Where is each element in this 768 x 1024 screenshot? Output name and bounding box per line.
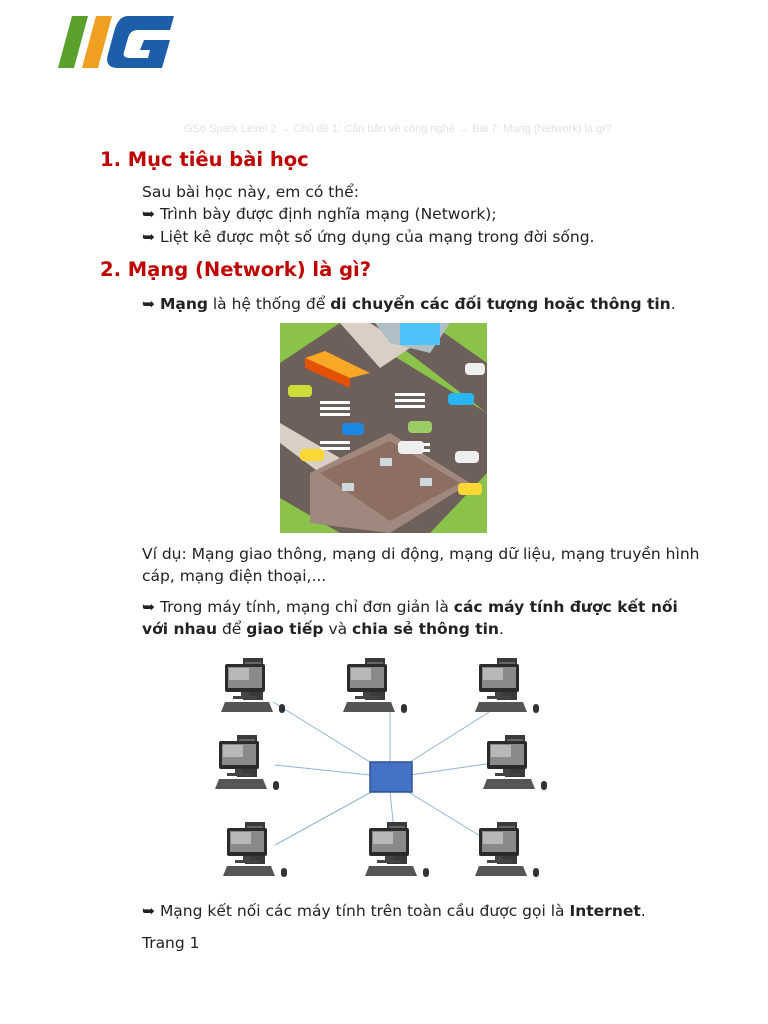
section-2-title: 2. Mạng (Network) là gì?: [100, 258, 372, 281]
computer-network-line-1: ➥ Trong máy tính, mạng chỉ đơn giản là các máy tính được kết nối: [142, 598, 678, 616]
arrow-bullet-icon: ➥: [142, 902, 155, 920]
computer-icon: [223, 822, 287, 877]
internet-definition: ➥ Mạng kết nối các máy tính trên toàn cầu được gọi là Internet.: [142, 902, 646, 920]
arrow-bullet-icon: ➥: [142, 295, 155, 313]
computer-icon: [365, 822, 429, 877]
example-line-1: Ví dụ: Mạng giao thông, mạng di động, mạng dữ liệu, mạng truyền hình: [142, 545, 700, 563]
objective-item: ➥ Liệt kê được một số ứng dụng của mạng trong đời sống.: [142, 228, 595, 246]
computer-network-line-2: với nhau để giao tiếp và chia sẻ thông tin.: [142, 620, 504, 638]
arrow-bullet-icon: ➥: [142, 228, 155, 246]
computer-icon: [215, 735, 279, 790]
network-definition: ➥ Mạng là hệ thống để di chuyển các đối tượng hoặc thông tin.: [142, 295, 676, 313]
network-switch: [370, 762, 412, 792]
section-1-title: 1. Mục tiêu bài học: [100, 148, 309, 171]
computer-network-diagram: [205, 650, 565, 890]
page-number: Trang 1: [142, 934, 200, 952]
breadcrumb: GS6 Spark Level 2 → Chủ đề 1: Căn bản về công nghệ → Bài 7: Mạng (Network) là gì?: [184, 123, 612, 135]
computer-icon: [483, 735, 547, 790]
iig-logo: [58, 14, 174, 70]
example-line-2: cáp, mạng điện thoại,...: [142, 567, 327, 585]
section-1-intro: Sau bài học này, em có thể:: [142, 183, 359, 201]
computer-icon: [343, 658, 407, 713]
arrow-bullet-icon: ➥: [142, 598, 155, 616]
objective-item: ➥ Trình bày được định nghĩa mạng (Network);: [142, 205, 497, 223]
arrow-bullet-icon: ➥: [142, 205, 155, 223]
computer-icon: [475, 658, 539, 713]
city-traffic-illustration: [280, 323, 487, 533]
computer-icon: [221, 658, 285, 713]
computer-icon: [475, 822, 539, 877]
